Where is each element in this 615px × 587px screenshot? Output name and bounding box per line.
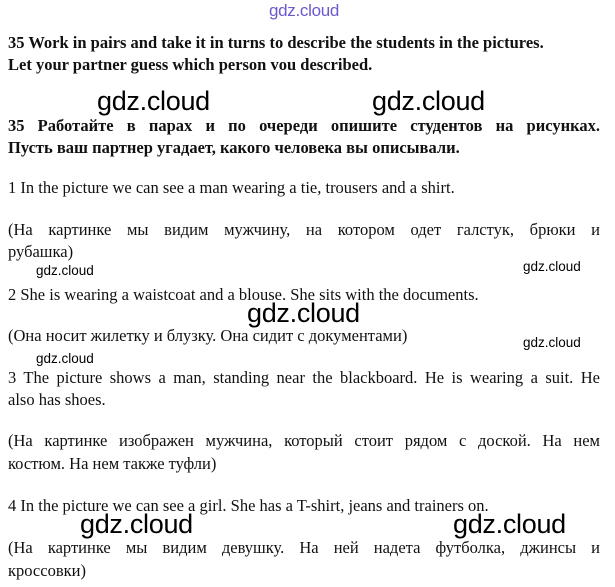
watermark-large: gdz.cloud	[372, 86, 485, 116]
watermark-large: gdz.cloud	[453, 509, 566, 539]
task-title-en-line-2: Let your partner guess which person vou described.	[8, 55, 373, 74]
task-title-ru-line-2: Пусть ваш партнер угадает, какого человека вы описывали.	[8, 138, 460, 157]
watermark-small: gdz.cloud	[36, 263, 94, 278]
task-title-ru-line-1: 35 Работайте в парах и по очереди опишите студентов на рисунках.	[8, 116, 600, 135]
watermark-top: gdz.cloud	[269, 1, 340, 20]
answer-3-ru-line-1: (На картинке изображен мужчина, который стоит рядом с доской. На нем	[8, 431, 600, 450]
watermark-small: gdz.cloud	[523, 259, 581, 274]
answer-1-ru-line-1: (На картинке мы видим мужчину, на котором одет галстук, брюки и	[8, 220, 600, 239]
watermark-small: gdz.cloud	[523, 335, 581, 350]
task-title-en-line-1: 35 Work in pairs and take it in turns to describe the students in the pictures.	[8, 33, 544, 52]
answer-4-ru-line-2: кроссовки)	[8, 561, 86, 580]
answer-3-ru-line-2: костюм. На нем также туфли)	[8, 454, 217, 473]
watermark-large: gdz.cloud	[97, 86, 210, 116]
answer-2-ru: (Она носит жилетку и блузку. Она сидит с документами)	[8, 326, 408, 345]
answer-3-en-line-2: also has shoes.	[8, 390, 106, 409]
watermark-large: gdz.cloud	[247, 298, 360, 328]
answer-4-en: 4 In the picture we can see a girl. She has a T-shirt, jeans and trainers on.	[8, 496, 489, 515]
answer-3-en-line-1: 3 The picture shows a man, standing near the blackboard. He is wearing a suit. He	[8, 368, 600, 387]
watermark-large: gdz.cloud	[80, 509, 193, 539]
answer-2-en: 2 She is wearing a waistcoat and a blouse. She sits with the documents.	[8, 285, 479, 304]
answer-4-ru-line-1: (На картинке мы видим девушку. На ней надета футболка, джинсы и	[8, 538, 600, 557]
watermark-small: gdz.cloud	[36, 351, 94, 366]
answer-1-ru-line-2: рубашка)	[8, 242, 74, 261]
answer-1-en: 1 In the picture we can see a man wearing a tie, trousers and a shirt.	[8, 178, 455, 197]
